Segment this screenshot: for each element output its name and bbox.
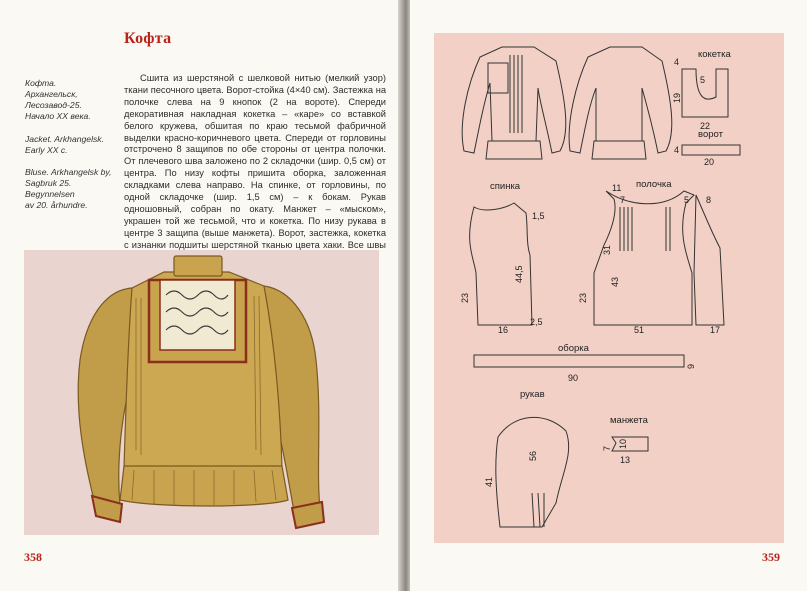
dim-oborka-9: 9 <box>686 363 696 369</box>
dim-pol-8: 8 <box>706 195 712 205</box>
page-title: Кофта <box>124 30 172 47</box>
page-number-right: 359 <box>762 550 780 564</box>
dim-pol-11: 11 <box>612 183 622 193</box>
label-spinka: спинка <box>490 181 521 192</box>
dim-manzh-13: 13 <box>620 455 631 465</box>
dim-pol-5: 5 <box>684 195 690 205</box>
caption-line: av 20. århundre. <box>25 200 88 210</box>
caption-line: Лесозавод-25. <box>25 100 82 110</box>
blouse-illustration <box>24 250 379 535</box>
pattern-panel <box>434 33 784 543</box>
dim-pol-23: 23 <box>578 292 588 303</box>
label-polochka: полочка <box>636 179 672 190</box>
label-koketka: кокетка <box>698 49 731 60</box>
caption-line: Bluse. Arkhangelsk by, <box>25 167 112 177</box>
caption-line: Кофта. <box>25 78 57 88</box>
label-manzheta: манжета <box>610 415 648 426</box>
description-text: Сшита из шерстяной с шелковой нитью (мелкий узор) ткани песочного цвета. Ворот-стойка (4×40 см). Застежка на полочке слева на 9 кнопок (2 на вороте). Спереди декоративная накладная кокетка – «каре» со вставкой белого кружева, обшитая по краю тесьмой фабричной выделки красно-коричневого цвета. Спереди от горловины отстрочено 8 защипов по обе стороны от центра полочки. От плечевого шва заложено по 2 складочки (шир. 0,5 см) от центра. По низу кофты пришита оборка, заложенная складками слева направо. На спинке, от горловины, по одной складочке (шир. 1,5 см) – к бокам. Рукав одношовный, собран по окату. Манжет – «мыском», украшен той же тесьмой, что и кокетка. По низу рукава в центре 3 защипа (выше манжета). Ворот, застежка, кокетка с изнанки подшиты шерстяной тканью цвета хаки. Все швы <box>124 73 386 250</box>
caption-russian <box>25 78 120 122</box>
dim-koketka-19: 19 <box>672 92 682 103</box>
dim-spinka-16: 16 <box>498 325 509 335</box>
page-number-left: 358 <box>24 550 42 564</box>
label-rukav: рукав <box>520 389 545 400</box>
dim-oborka-90: 90 <box>568 373 579 383</box>
label-oborka: оборка <box>558 343 589 354</box>
dim-pol-51: 51 <box>634 325 645 335</box>
pattern-drawing <box>434 33 784 543</box>
dim-vorot-20: 20 <box>704 157 715 167</box>
dim-pol-43: 43 <box>610 276 620 287</box>
caption-line: Начало XX века. <box>25 111 91 121</box>
dim-vorot-4: 4 <box>674 145 680 155</box>
dim-spinka-1-5: 1,5 <box>532 211 545 221</box>
left-page <box>0 0 400 591</box>
dim-manzh-10: 10 <box>618 438 628 449</box>
dim-spinka-2-5: 2,5 <box>530 317 543 327</box>
right-page <box>410 0 807 591</box>
dim-pol-7: 7 <box>620 195 626 205</box>
dim-spinka-44-5: 44,5 <box>514 265 524 283</box>
caption-line: Early XX c. <box>25 145 68 155</box>
caption-line: Jacket. Arkhangelsk. <box>25 134 104 144</box>
dim-koketka-4: 4 <box>674 57 680 67</box>
label-vorot: ворот <box>698 129 723 140</box>
caption-norwegian <box>25 167 120 211</box>
blouse-drawing <box>24 250 379 535</box>
dim-manzh-7: 7 <box>602 445 612 451</box>
dim-rukav-41: 41 <box>484 476 494 487</box>
caption-english <box>25 134 120 156</box>
dim-koketka-22: 22 <box>700 121 711 131</box>
dim-spinka-23: 23 <box>460 292 470 303</box>
dim-rukav-56: 56 <box>528 450 538 461</box>
caption-line: Архангельск, <box>25 89 78 99</box>
dim-pol-31: 31 <box>602 244 612 255</box>
dim-koketka-5: 5 <box>700 75 706 85</box>
dim-pol-17: 17 <box>710 325 721 335</box>
caption-line: Sagbruk 25. Begynnelsen <box>25 178 75 199</box>
